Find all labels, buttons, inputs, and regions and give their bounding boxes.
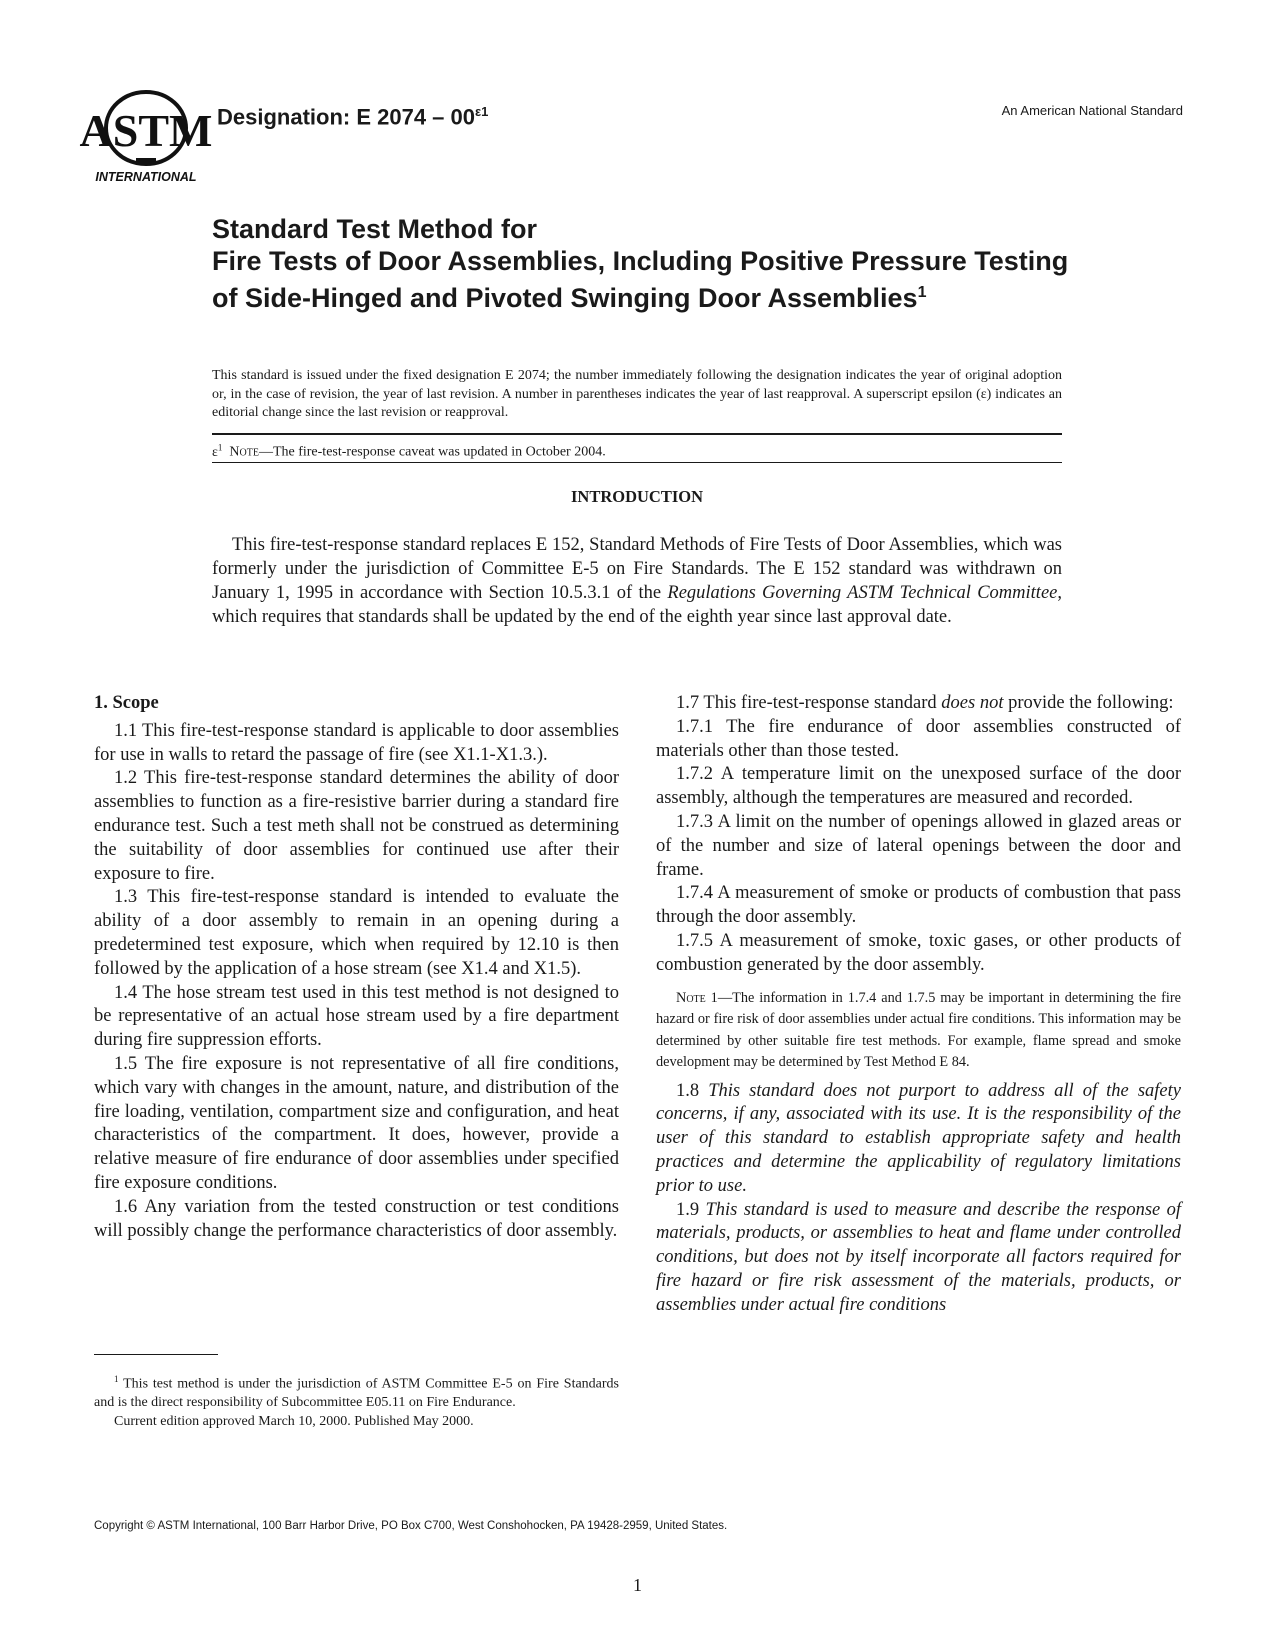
scope-heading: 1. Scope <box>94 693 159 713</box>
introduction-heading: INTRODUCTION <box>570 487 704 506</box>
footnote-1 <box>94 1370 619 1413</box>
intro-text-a: This fire-test-response standard replaces E 152, Standard Methods of Fire Tests of Door Assemblies, which was formerly under the jurisdiction of Committee E-5 on Fire Standards. The E 152 standard was withdrawn on January 1, 1995 in accordance with Section 10.5.3.1 of the <box>212 535 1062 603</box>
document-title <box>212 214 1092 315</box>
left-column <box>94 692 619 1243</box>
page-number: 1 <box>633 1575 642 1595</box>
astm-logo <box>79 86 213 186</box>
divider <box>212 433 1062 435</box>
editorial-note-text: —The fire-test-response caveat was updated in October 2004. <box>258 444 606 460</box>
copyright-notice: Copyright © ASTM International, 100 Barr Harbor Drive, PO Box C700, West Conshohocken, PA 19428-2959, United States. <box>94 1520 728 1532</box>
section-1-2: 1.2 This fire-test-response standard determines the ability of door assemblies to function as a fire-resistive barrier during a standard fire endurance test. Such a test meth shall not be construed as determining the suitability of door assemblies for continued use after their exposure to fire. <box>94 768 619 884</box>
designation-text: Designation: E 2074 – 00 <box>217 104 475 130</box>
section-1-7-1: 1.7.1 The fire endurance of door assemblies constructed of materials other than those tested. <box>656 716 1181 761</box>
designation-superscript: ε1 <box>475 104 489 119</box>
title-main <box>212 246 1092 315</box>
intro-text-b: , which requires that standards shall be updated by the end of the eighth year since last approval date. <box>212 583 1062 627</box>
divider <box>212 462 1062 463</box>
section-1-8 <box>656 1080 1181 1199</box>
section-1-9 <box>656 1199 1181 1318</box>
section-1-7-italic: does not <box>941 693 1004 713</box>
editorial-note-label: Note <box>229 444 259 460</box>
section-1-4: 1.4 The hose stream test used in this test method is not designed to be representative of an actual hose stream used by a fire department during fire suppression efforts. <box>94 982 619 1051</box>
footnote-edition: Current edition approved March 10, 2000. Published May 2000. <box>114 1413 474 1429</box>
footnote-mark: 1 <box>114 1374 119 1384</box>
section-1-5: 1.5 The fire exposure is not representative of all fire conditions, which vary with changes in the amount, nature, and distribution of the fire loading, ventilation, compartment size and configuration, and heat characteristics of the compartment. It does, however, provide a relative measure of fire endurance of door assemblies under specified fire exposure conditions. <box>94 1053 619 1193</box>
section-1-9-text: This standard is used to measure and describe the response of materials, products, or assemblies to heat and flame under controlled conditions, but does not by itself incorporate all factors required for fire hazard or fire risk assessment of the materials, products, or assemblies under actual fire conditions <box>656 1199 1181 1315</box>
section-1-7-4: 1.7.4 A measurement of smoke or products of combustion that pass through the door assembly. <box>656 883 1181 928</box>
eps-sup: 1 <box>217 442 223 452</box>
right-column <box>656 692 1181 1318</box>
section-1-7-b: provide the following: <box>1003 693 1174 713</box>
section-1-7 <box>656 692 1181 716</box>
section-1-1: 1.1 This fire-test-response standard is applicable to door assemblies for use in walls to retard the passage of fire (see X1.1-X1.3.). <box>94 720 619 765</box>
designation <box>217 104 488 130</box>
introduction-paragraph <box>212 533 1062 629</box>
national-standard-label: An American National Standard <box>1001 103 1183 118</box>
section-1-8-text: This standard does not purport to address all of the safety concerns, if any, associated with its use. It is the responsibility of the user of this standard to establish appropriate safety and health practices and determine the applicability of regulatory limitations prior to use. <box>656 1080 1181 1196</box>
section-1-9-num: 1.9 <box>676 1199 706 1220</box>
title-line-1: Standard Test Method for <box>212 214 538 244</box>
section-1-3: 1.3 This fire-test-response standard is intended to evaluate the ability of a door assembly to remain in an opening during a predetermined test exposure, which when required by 12.10 is then followed by the application of a hose stream (see X1.4 and X1.5). <box>94 887 619 979</box>
intro-text-italic: Regulations Governing ASTM Technical Committee <box>667 583 1058 603</box>
footnote-divider <box>94 1354 218 1355</box>
editorial-note <box>212 442 1062 461</box>
section-1-8-num: 1.8 <box>676 1080 709 1101</box>
section-1-7-2: 1.7.2 A temperature limit on the unexposed surface of the door assembly, although the temperatures are measured and recorded. <box>656 764 1181 809</box>
section-1-7-3: 1.7.3 A limit on the number of openings allowed in glazed areas or of the number and size of lateral openings between the door and frame. <box>656 811 1181 880</box>
note-1 <box>656 988 1181 1074</box>
title-line-2: Fire Tests of Door Assemblies, Including Positive Pressure Testing of Side-Hinged and Pivoted Swinging Door Assemblies <box>212 245 1069 313</box>
svg-text:ASTM: ASTM <box>79 105 213 156</box>
eps-symbol: ε <box>212 444 218 460</box>
svg-text:INTERNATIONAL: INTERNATIONAL <box>95 170 197 184</box>
note-1-text: 1—The information in 1.7.4 and 1.7.5 may be important in determining the fire hazard or fire risk of door assemblies under actual fire conditions. This information may be determined by other suitable fire test methods. For example, flame spread and smoke development may be determined by Test Method E 84. <box>656 989 1181 1071</box>
footnotes <box>94 1370 619 1431</box>
section-1-7-a: 1.7 This fire-test-response standard <box>676 693 942 713</box>
note-1-label: Note <box>676 989 706 1006</box>
issued-statement: This standard is issued under the fixed designation E 2074; the number immediately following the designation indicates the year of original adoption or, in the case of revision, the year of last revision. A number in parentheses indicates the year of last reapproval. A superscript epsilon (ε) indicates an editorial change since the last revision or reapproval. <box>212 368 1062 420</box>
title-footnote-mark: 1 <box>917 284 927 301</box>
editorial-note-eps <box>212 442 223 460</box>
section-1-7-5: 1.7.5 A measurement of smoke, toxic gases, or other products of combustion generated by the door assembly. <box>656 930 1181 975</box>
footnote-1-text: This test method is under the jurisdiction of ASTM Committee E-5 on Fire Standards and is the direct responsibility of Subcommittee E05.11 on Fire Endurance. <box>94 1376 619 1411</box>
section-1-6: 1.6 Any variation from the tested construction or test conditions will possibly change the performance characteristics of door assembly. <box>94 1196 619 1241</box>
